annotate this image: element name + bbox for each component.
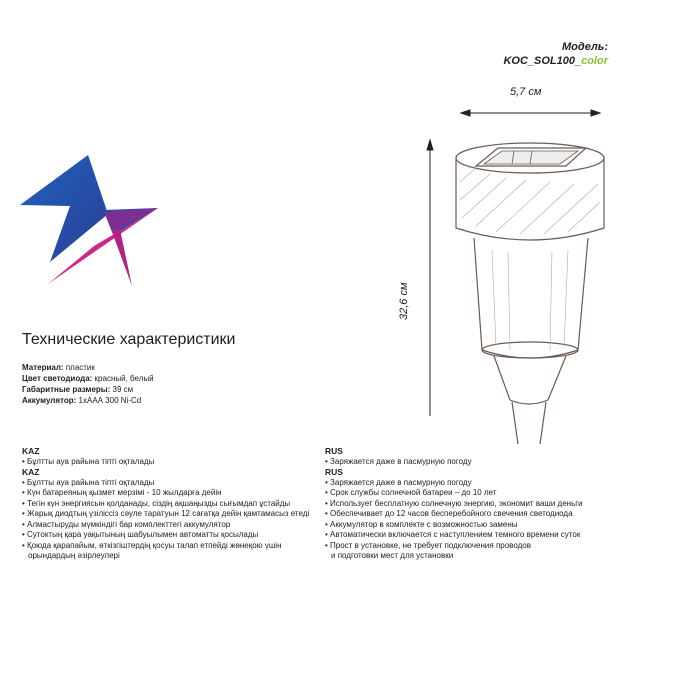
list-item: • Бұлтты ауа райына тіпті оқталады [22, 457, 322, 468]
spec-row [22, 373, 154, 384]
rus-heading: RUS [325, 467, 343, 477]
height-dimension-label: 32,6 см [398, 282, 410, 320]
list-item: • Обеспечивает до 12 часов бесперебойного свечения светодиода [325, 509, 625, 520]
list-item: • Прост в установке, не требует подключения проводов [325, 541, 625, 552]
spec-key: Габаритные размеры: [22, 385, 111, 394]
spec-value: 1хААА 300 Ni-Cd [78, 396, 142, 405]
list-item: • Автоматически включается с наступлением темного времени суток [325, 530, 625, 541]
list-item: • Жарық диодтың үзіліссіз сәуле таратуын 12 сағатқа дейін қамтамасыз етеді [22, 509, 322, 520]
star-logo-icon [20, 155, 158, 286]
spec-value: красный, белый [94, 374, 154, 383]
rus-heading: RUS [325, 446, 343, 456]
spec-row [22, 362, 154, 373]
list-item: • Использует бесплатную солнечную энергию, экономит ваши деньги [325, 499, 625, 510]
list-item: • Бұлтты ауа райына тіпті оқталады [22, 478, 322, 489]
spec-value: пластик [65, 363, 95, 372]
rus-features [325, 446, 625, 562]
model-label [503, 40, 608, 68]
spec-key: Цвет светодиода: [22, 374, 93, 383]
list-item: • Срок службы солнечной батареи – до 10 лет [325, 488, 625, 499]
list-item: • Заряжается даже в пасмурную погоду [325, 457, 625, 468]
specs-list [22, 362, 154, 406]
kaz-heading: KAZ [22, 467, 40, 477]
list-item: • Заряжается даже в пасмурную погоду [325, 478, 625, 489]
model-caption: Модель: [562, 41, 608, 53]
list-item: • Қоюда қарапайым, өткізгіштердің қосуы талап етпейді жөнеқою үшін [22, 541, 322, 552]
solar-lamp-sketch-icon [456, 143, 604, 444]
list-item: • Сутоктың қара уақытының шабуылымен автоматты қосылады [22, 530, 322, 541]
list-item: • Күн батареяның қызмет мерзімі - 10 жылдарға дейін [22, 488, 322, 499]
model-code [503, 54, 608, 68]
spec-row [22, 384, 154, 395]
spec-key: Аккумулятор: [22, 396, 77, 405]
page-title: Технические характеристики [22, 331, 236, 348]
height-dimension-arrow [427, 140, 433, 416]
spec-key: Материал: [22, 363, 64, 372]
width-dimension-arrow [461, 110, 600, 116]
model-code-main: KOC_SOL100_ [503, 55, 582, 67]
spec-row [22, 395, 154, 406]
kaz-heading: KAZ [22, 446, 40, 456]
list-item: • Алмастыруды мүмкіндігі бар комплекттегі аккумулятор [22, 520, 322, 531]
kaz-features [22, 446, 322, 562]
width-dimension-label: 5,7 см [510, 86, 542, 98]
spec-value: 39 см [112, 385, 134, 394]
model-code-color: color [581, 55, 608, 67]
list-item-continuation: орындардың әзірлеулері [28, 551, 120, 560]
list-item: • Тегін күн энергиясын қолданады, сіздің ақшаңызды сығымдап ұстайды [22, 499, 322, 510]
list-item: • Аккумулятор в комплекте с возможностью замены [325, 520, 625, 531]
list-item-continuation: и подготовки мест для установки [331, 551, 454, 560]
